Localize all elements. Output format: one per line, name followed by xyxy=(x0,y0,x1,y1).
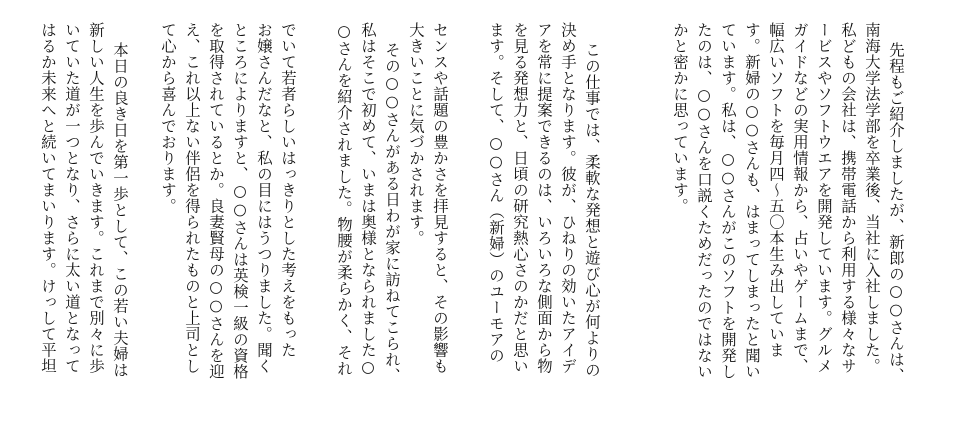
text-column: この仕事では、柔軟な発想と遊び心が何よりの xyxy=(583,42,601,378)
text-column: を取得されているとか。良妻賢母の○○さんを迎 xyxy=(207,22,225,380)
text-column: その○○さんがある日わが家に訪ねてこられ、 xyxy=(383,42,401,384)
text-column: 南海大学法学部を卒業後、当社に入社しました。 xyxy=(863,22,881,374)
text-column: 大きいことに気づかされます。 xyxy=(407,22,425,246)
text-column: て心から喜んでおります。 xyxy=(159,22,177,214)
text-column: え、これ以上ない伴侶を得られたものと上司とし xyxy=(183,22,201,374)
text-column: ービスやソフトウエアを開発しています。グルメ xyxy=(815,22,833,374)
text-column: ○さんを紹介されました。物腰が柔らかく、それ xyxy=(335,22,353,377)
text-column: 先程もご紹介しましたが、新郎の○○さんは、 xyxy=(887,42,905,384)
text-column: かと密かに思っています。 xyxy=(671,22,689,214)
text-column: 本日の良き日を第一歩として、この若い夫婦は xyxy=(111,42,129,378)
text-column: ます。そして、○○さん（新婦）のユーモアの xyxy=(487,22,505,364)
text-column: 私はそこで初めて、いまは奥様となられました○ xyxy=(359,22,377,377)
text-column: す。新婦の○○さんも、はまってしまったと聞い xyxy=(743,22,761,380)
text-column: ガイドなどの実用情報から、占いやゲームまで、 xyxy=(791,22,809,374)
text-column: お嬢さんだなと、私の目にはうつりました。聞く xyxy=(255,22,273,374)
text-column: 私どもの会社は、携帯電話から利用する様々なサ xyxy=(839,22,857,374)
text-column: でいて若者らしいはっきりとした考えをもった xyxy=(279,22,297,358)
text-column: 新しい人生を歩んでいきます。これまで別々に歩 xyxy=(87,22,105,374)
text-column: 幅広いソフトを毎月四〜五〇本生み出していま xyxy=(767,22,785,358)
text-column: を見る発想力と、日頃の研究熱心さのかだと思い xyxy=(511,22,529,374)
text-column: 決め手となります。彼が、ひねりの効いたアイデ xyxy=(559,22,577,374)
text-column: アを常に提案できるのは、いろいろな側面から物 xyxy=(535,22,553,374)
text-column: センスや話題の豊かさを拝見すると、その影響も xyxy=(431,22,449,374)
text-column: いていた道が一つとなり、さらに太い道となって xyxy=(63,22,81,374)
text-column: はるか未来へと続いてまいります。けっして平坦 xyxy=(39,22,57,374)
text-column: ところによりますと、○○さんは英検一級の資格 xyxy=(231,22,249,380)
text-column: ています。私は、○○さんがこのソフトを開発し xyxy=(719,22,737,380)
text-column: たのは、○○さんを口説くためだったのではない xyxy=(695,22,713,380)
